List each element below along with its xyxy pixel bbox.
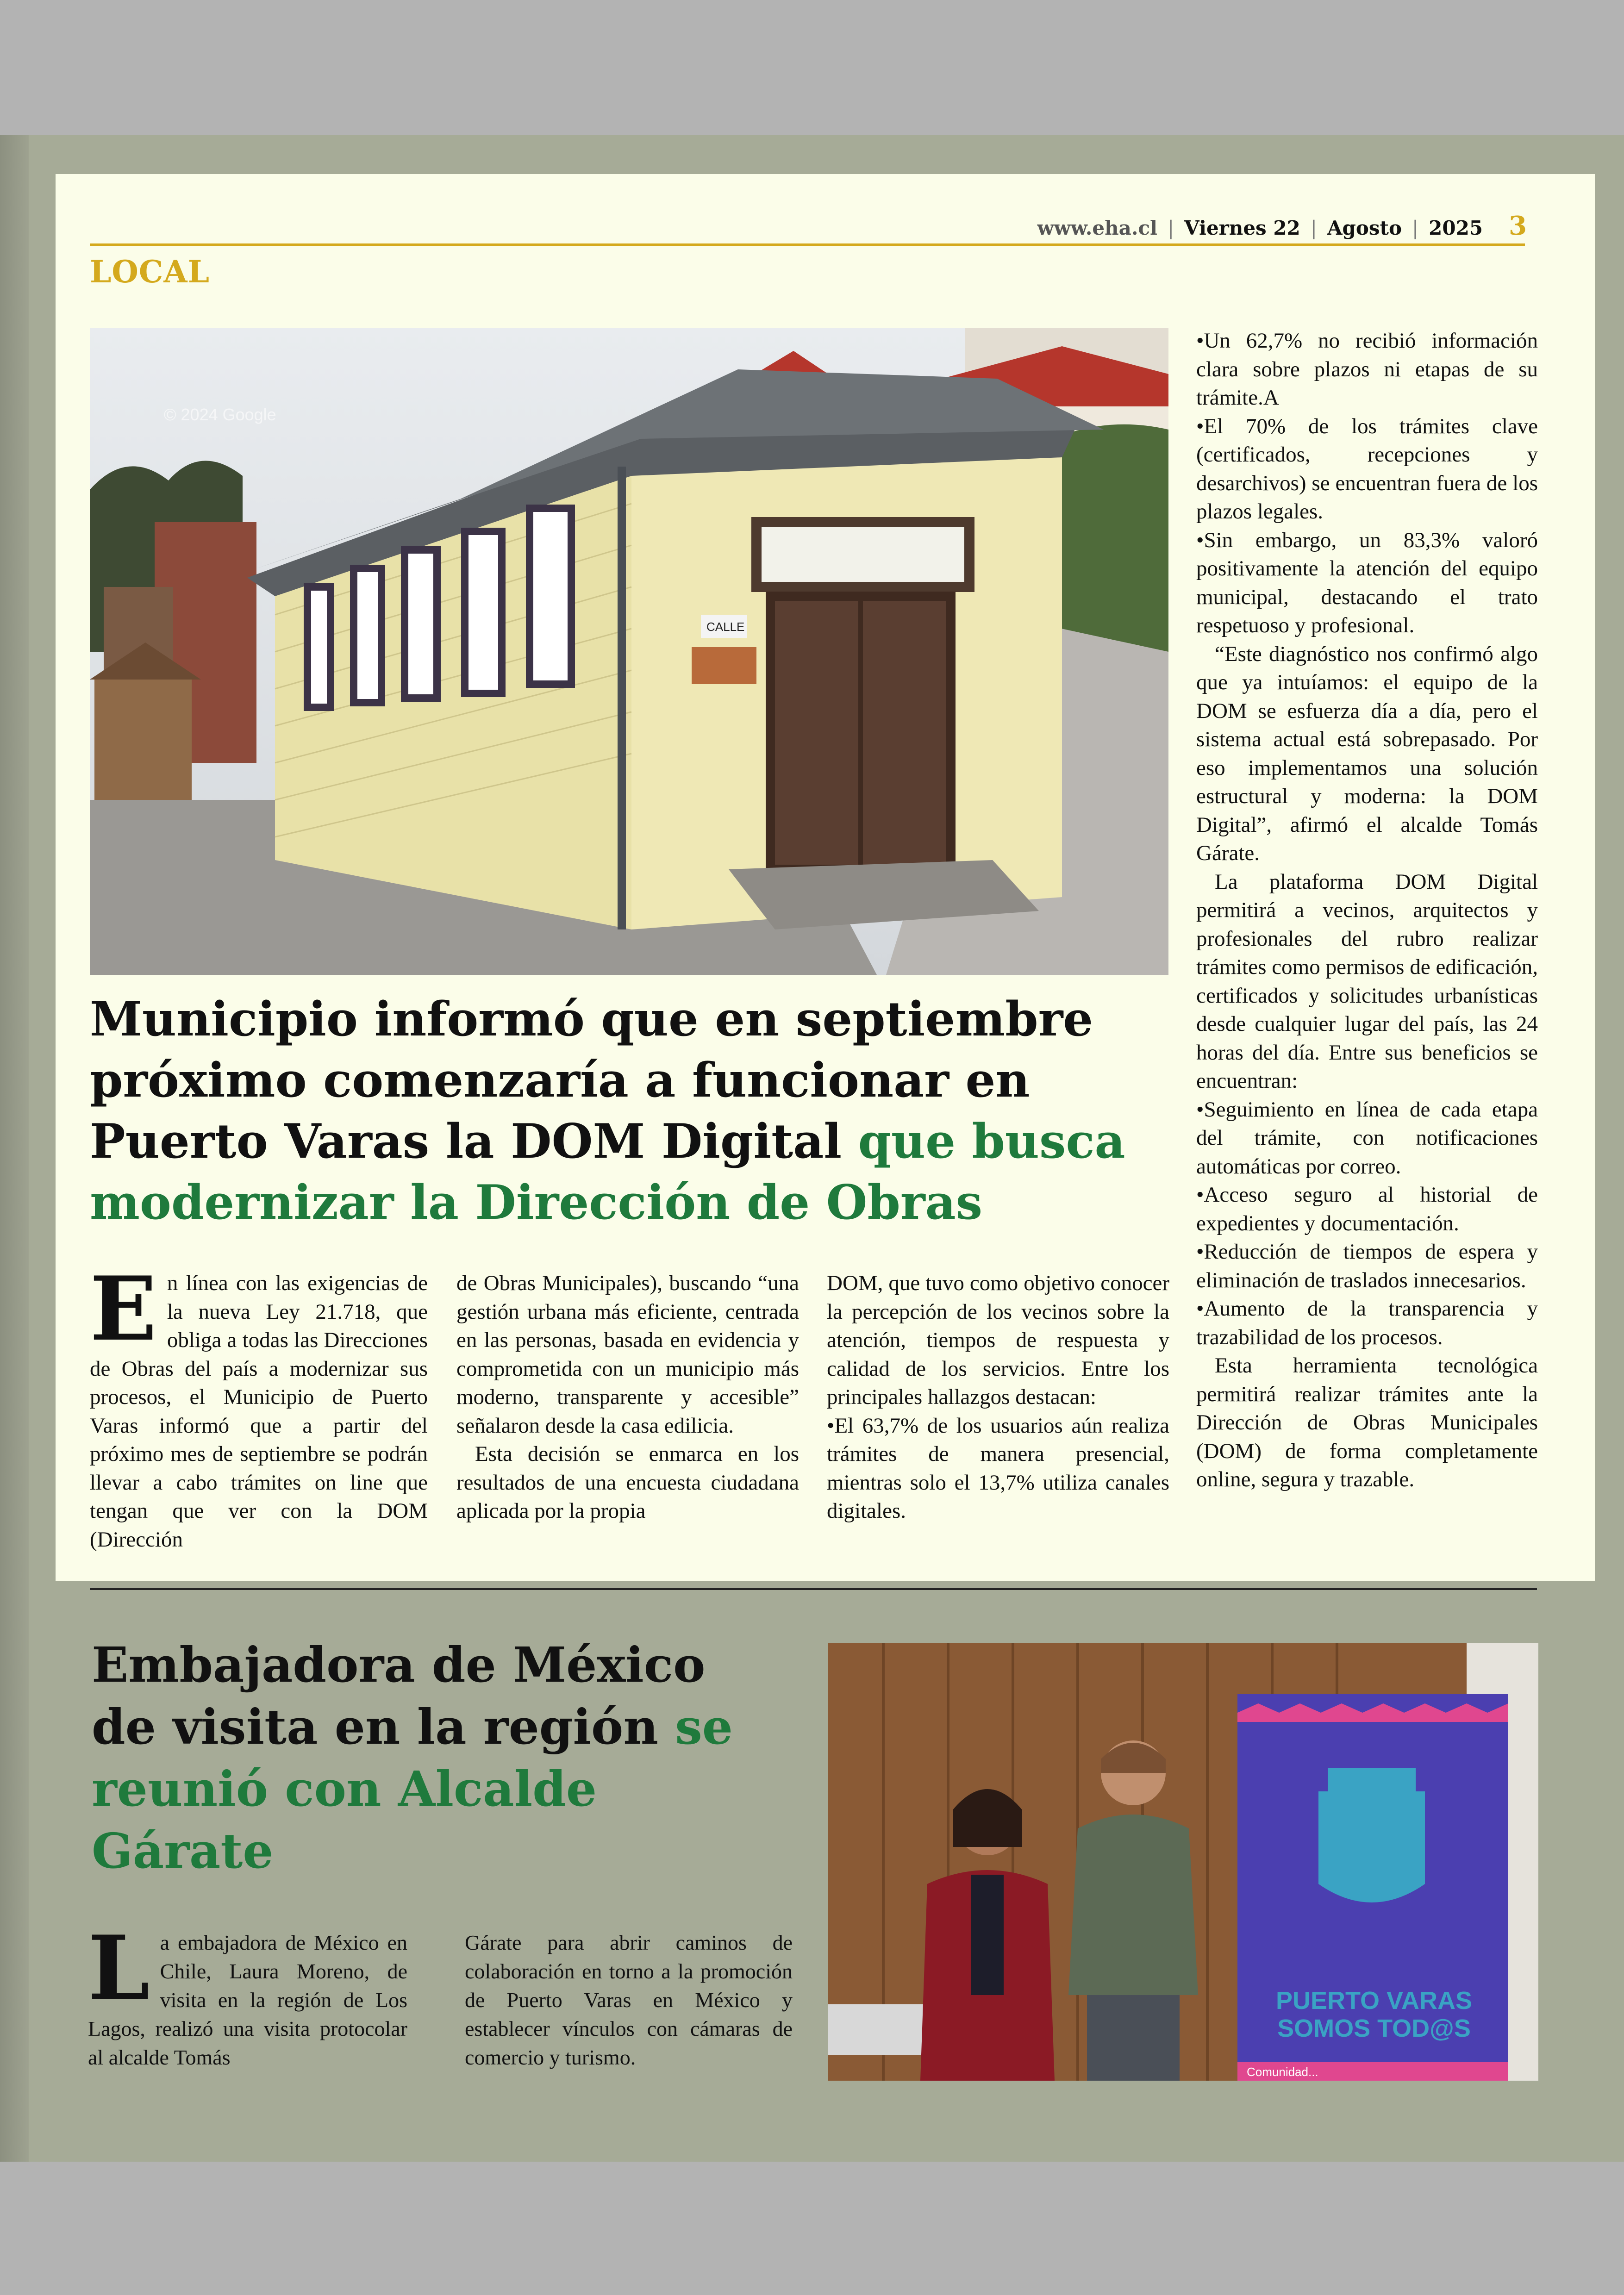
article1-col4-paragraph-4: “Este diagnóstico nos confirmó algo que ya intuíamos: el equipo de la DOM se esfuerza día a día, pero el sistema actual está sobrepasado. Por eso implementamos una solución estructural y moderna: la DOM Digital”, afirmó el alcalde Tomás Gárate.	[1196, 642, 1538, 865]
ambassador-meeting-illustration	[828, 1643, 1538, 2081]
page-number: 3	[1509, 211, 1527, 241]
article1-column-4	[1196, 327, 1538, 1494]
page-spine	[0, 135, 29, 2162]
article1-column-2	[456, 1269, 799, 1526]
article2-col1-text: a embajadora de México en Chile, Laura Moreno, de visita en la región de Los Lagos, realizó una visita protocolar al alcalde Tomás	[88, 1931, 407, 2069]
article1-col1-text: n línea con las exigencias de la nueva Ley 21.718, que obliga a todas las Direcciones de Obras del país a modernizar sus procesos, el Municipio de Puerto Varas informó que a partir del próximo mes de septiembre se podrán llevar a cabo trámites on line que tengan que ver con la DOM (Dirección	[90, 1271, 428, 1552]
article1-col4-paragraph-9: •Aumento de la transparencia y trazabilidad de los procesos.	[1196, 1297, 1538, 1349]
article1-col4-paragraph-5: La plataforma DOM Digital permitirá a vecinos, arquitectos y profesionales del rubro realizar trámites como permisos de edificación, certificados y solicitudes urbanísticas desde cualquier lugar del país, las 24 horas del día. Entre sus beneficios se encuentran:	[1196, 869, 1538, 1093]
header-year: 2025	[1429, 217, 1483, 239]
article1-col4-paragraph-1: •Un 62,7% no recibió información clara sobre plazos ni etapas de su trámite.A	[1196, 329, 1538, 410]
headline2-green-part: se reunió con Alcalde Gárate	[92, 1698, 733, 1879]
dropcap-letter-2: L	[88, 1916, 150, 2020]
page-header-meta: www.eha.cl | Viernes 22 | Agosto | 2025 3	[1037, 211, 1527, 241]
article1-col3-paragraph-1: DOM, que tuvo como objetivo conocer la percepción de los vecinos sobre la atención, tiempos de respuesta y calidad de los servicios. Entre los principales hallazgos destacan:	[827, 1271, 1169, 1409]
photo-watermark: © 2024 Google	[164, 405, 276, 424]
article1-col4-paragraph-3: •Sin embargo, un 83,3% valoró positivamente la atención del equipo municipal, destacando el trato respetuoso y profesional.	[1196, 528, 1538, 637]
article1-col2-paragraph-1: de Obras Municipales), buscando “una gestión urbana más eficiente, centrada en las personas, basada en evidencia y comprometida con un municipio más moderno, transparente y accesible” señalaron desde la casa edilicia.	[456, 1271, 799, 1438]
banner-line-2: SOMOS TOD@S	[1277, 2014, 1471, 2042]
article2-headline	[92, 1634, 777, 1882]
article1-col4-paragraph-2: •El 70% de los trámites clave (certificados, recepciones y desarchivos) se encuentran fuera de los plazos legales.	[1196, 414, 1538, 524]
article1-col2-paragraph-2: Esta decisión se enmarca en los resultados de una encuesta ciudadana aplicada por la propia	[456, 1442, 799, 1523]
article1-col4-paragraph-6: •Seguimiento en línea de cada etapa del trámite, con notificaciones automáticas por correo.	[1196, 1097, 1538, 1179]
article1-col4-paragraph-10: Esta herramienta tecnológica permitirá realizar trámites ante la Dirección de Obras Municipales (DOM) de forma completamente online, segura y trazable.	[1196, 1353, 1538, 1491]
article2-column-1	[88, 1916, 407, 2072]
header-date: Viernes 22	[1184, 217, 1300, 239]
header-rule	[90, 243, 1525, 246]
section-label: LOCAL	[90, 254, 210, 290]
dom-building-illustration	[90, 328, 1168, 975]
article1-col4-paragraph-8: •Reducción de tiempos de espera y eliminación de traslados innecesarios.	[1196, 1240, 1538, 1292]
header-month: Agosto	[1327, 217, 1402, 239]
banner-line-1: PUERTO VARAS	[1275, 1987, 1473, 2014]
headline-black-part: Municipio informó que en septiembre próximo comenzaría a funcionar en Puerto Varas la DOM Digital	[90, 992, 1093, 1169]
section-divider	[90, 1588, 1537, 1590]
street-sign-text: CALLE	[706, 620, 745, 634]
article1-column-3	[827, 1269, 1169, 1526]
banner-footer: Comunidad...	[1247, 2065, 1318, 2079]
header-url: www.eha.cl	[1037, 217, 1157, 239]
headline2-black-part: Embajadora de México de visita en la región	[92, 1636, 706, 1755]
dom-building-photo	[90, 328, 1168, 975]
ambassador-meeting-photo	[828, 1643, 1538, 2081]
article1-column-1	[90, 1257, 428, 1554]
headline-green-part: que busca modernizar la Dirección de Obras	[90, 1114, 1125, 1230]
article1-col4-paragraph-7: •Acceso seguro al historial de expedientes y documentación.	[1196, 1183, 1538, 1235]
dropcap-letter: E	[90, 1257, 157, 1360]
article1-headline	[90, 989, 1168, 1233]
article2-column-2	[465, 1928, 793, 2072]
article2-col2-text: Gárate para abrir caminos de colaboración en torno a la promoción de Puerto Varas en México y establecer vínculos con cámaras de comercio y turismo.	[465, 1931, 793, 2069]
article1-col3-paragraph-2: •El 63,7% de los usuarios aún realiza trámites de manera presencial, mientras solo el 13,7% utiliza canales digitales.	[827, 1413, 1169, 1523]
